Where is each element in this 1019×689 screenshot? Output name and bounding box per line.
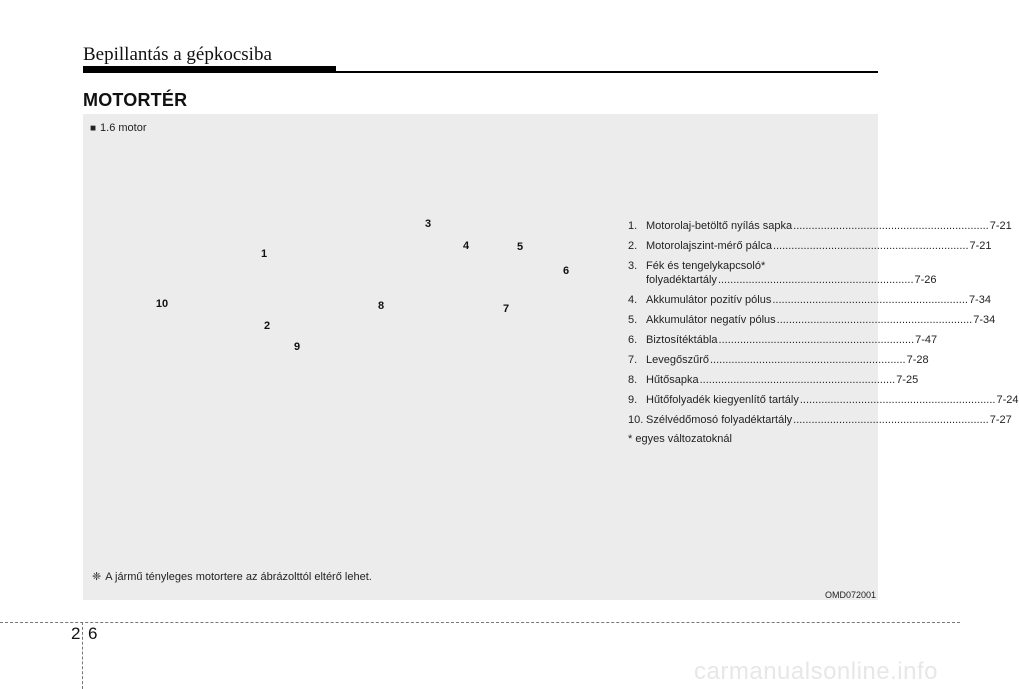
legend-item-label: Szélvédőmosó folyadéktartály	[646, 414, 793, 426]
dot-leader: ................................................................	[793, 220, 989, 232]
dot-leader: ................................................................	[718, 334, 915, 346]
legend-item-page: 7-47	[915, 334, 938, 346]
legend-item-label: Biztosítéktábla	[646, 334, 718, 346]
legend-item-number: 4.	[628, 294, 638, 306]
legend-item	[628, 333, 938, 347]
dot-leader: ................................................................	[710, 354, 906, 366]
callout-6: 6	[562, 265, 570, 277]
legend-item-number: 8.	[628, 374, 638, 386]
panel-subtitle-text: 1.6 motor	[100, 122, 147, 134]
page-header-title: Bepillantás a gépkocsiba	[83, 44, 272, 65]
dot-leader: ................................................................	[717, 274, 914, 286]
legend-footnote: * egyes változatoknál	[628, 433, 732, 445]
legend-item-label: Hűtősapka	[646, 374, 699, 386]
legend-item-label: Motorolajszint-mérő pálca	[646, 240, 772, 252]
panel-note	[92, 570, 372, 583]
image-code: OMD072001	[824, 590, 876, 600]
callout-2: 2	[263, 320, 271, 332]
legend-item-label: Hűtőfolyadék kiegyenlítő tartály	[646, 394, 799, 406]
legend-item-label: Fék és tengelykapcsoló*	[646, 260, 766, 272]
legend-item-number: 2.	[628, 240, 638, 252]
section-title: MOTORTÉR	[83, 90, 188, 110]
callout-4: 4	[462, 240, 470, 252]
page-number: 6	[88, 624, 98, 643]
dot-leader: ................................................................	[772, 240, 969, 252]
header-rule-thin	[336, 71, 878, 73]
legend-item-number: 3.	[628, 260, 638, 272]
legend-item	[628, 259, 937, 287]
legend-item-page: 7-34	[973, 314, 996, 326]
header-rule-thick	[83, 66, 336, 73]
legend-item-number: 7.	[628, 354, 638, 366]
legend-item-label: Akkumulátor negatív pólus	[646, 314, 776, 326]
legend-item	[628, 393, 1019, 407]
dot-leader: ................................................................	[772, 294, 968, 306]
legend-item-page: 7-27	[989, 414, 1012, 426]
dot-leader: ................................................................	[799, 394, 996, 406]
page-chapter-number: 2	[71, 624, 81, 643]
legend-item-number: 9.	[628, 394, 638, 406]
legend-item-label-continued: folyadéktartály	[646, 274, 717, 286]
callout-1: 1	[260, 248, 268, 260]
legend-item-number: 6.	[628, 334, 638, 346]
legend-item-page: 7-28	[906, 354, 929, 366]
legend-item-page: 7-21	[989, 220, 1012, 232]
legend-item-page: 7-26	[914, 274, 937, 286]
page-number-divider	[82, 622, 83, 689]
panel-subtitle	[90, 122, 147, 134]
legend-item-page: 7-25	[896, 374, 919, 386]
callout-5: 5	[516, 241, 524, 253]
note-icon: ❈	[92, 571, 102, 583]
legend-item-number: 1.	[628, 220, 638, 232]
callout-3: 3	[424, 218, 432, 230]
legend-item-label: Motorolaj-betöltő nyílás sapka	[646, 220, 793, 232]
legend-item	[628, 413, 1012, 427]
legend-item	[628, 239, 992, 253]
panel-note-text: A jármű tényleges motortere az ábrázolttól eltérő lehet.	[105, 571, 372, 583]
page-footer-divider	[0, 622, 960, 623]
legend-item-page: 7-34	[968, 294, 991, 306]
dot-leader: ................................................................	[793, 414, 989, 426]
engine-bay-panel	[83, 114, 1019, 600]
legend-item	[628, 373, 919, 387]
legend-item-label: Akkumulátor pozitív pólus	[646, 294, 772, 306]
square-bullet-icon: ■	[90, 123, 97, 134]
callout-7: 7	[502, 303, 510, 315]
watermark: carmanualsonline.info	[694, 658, 938, 685]
callout-9: 9	[293, 341, 301, 353]
legend-item-number: 5.	[628, 314, 638, 326]
legend-item	[628, 313, 996, 327]
component-legend	[628, 219, 1019, 445]
legend-item	[628, 219, 1012, 233]
legend-item	[628, 353, 929, 367]
callout-10: 10	[155, 298, 169, 310]
callout-8: 8	[377, 300, 385, 312]
legend-item-number: 10.	[628, 414, 644, 426]
legend-item-label: Levegőszűrő	[646, 354, 709, 366]
dot-leader: ................................................................	[699, 374, 896, 386]
legend-item-page: 7-24	[996, 394, 1019, 406]
legend-item-page: 7-21	[969, 240, 992, 252]
dot-leader: ................................................................	[776, 314, 973, 326]
legend-item	[628, 293, 991, 307]
